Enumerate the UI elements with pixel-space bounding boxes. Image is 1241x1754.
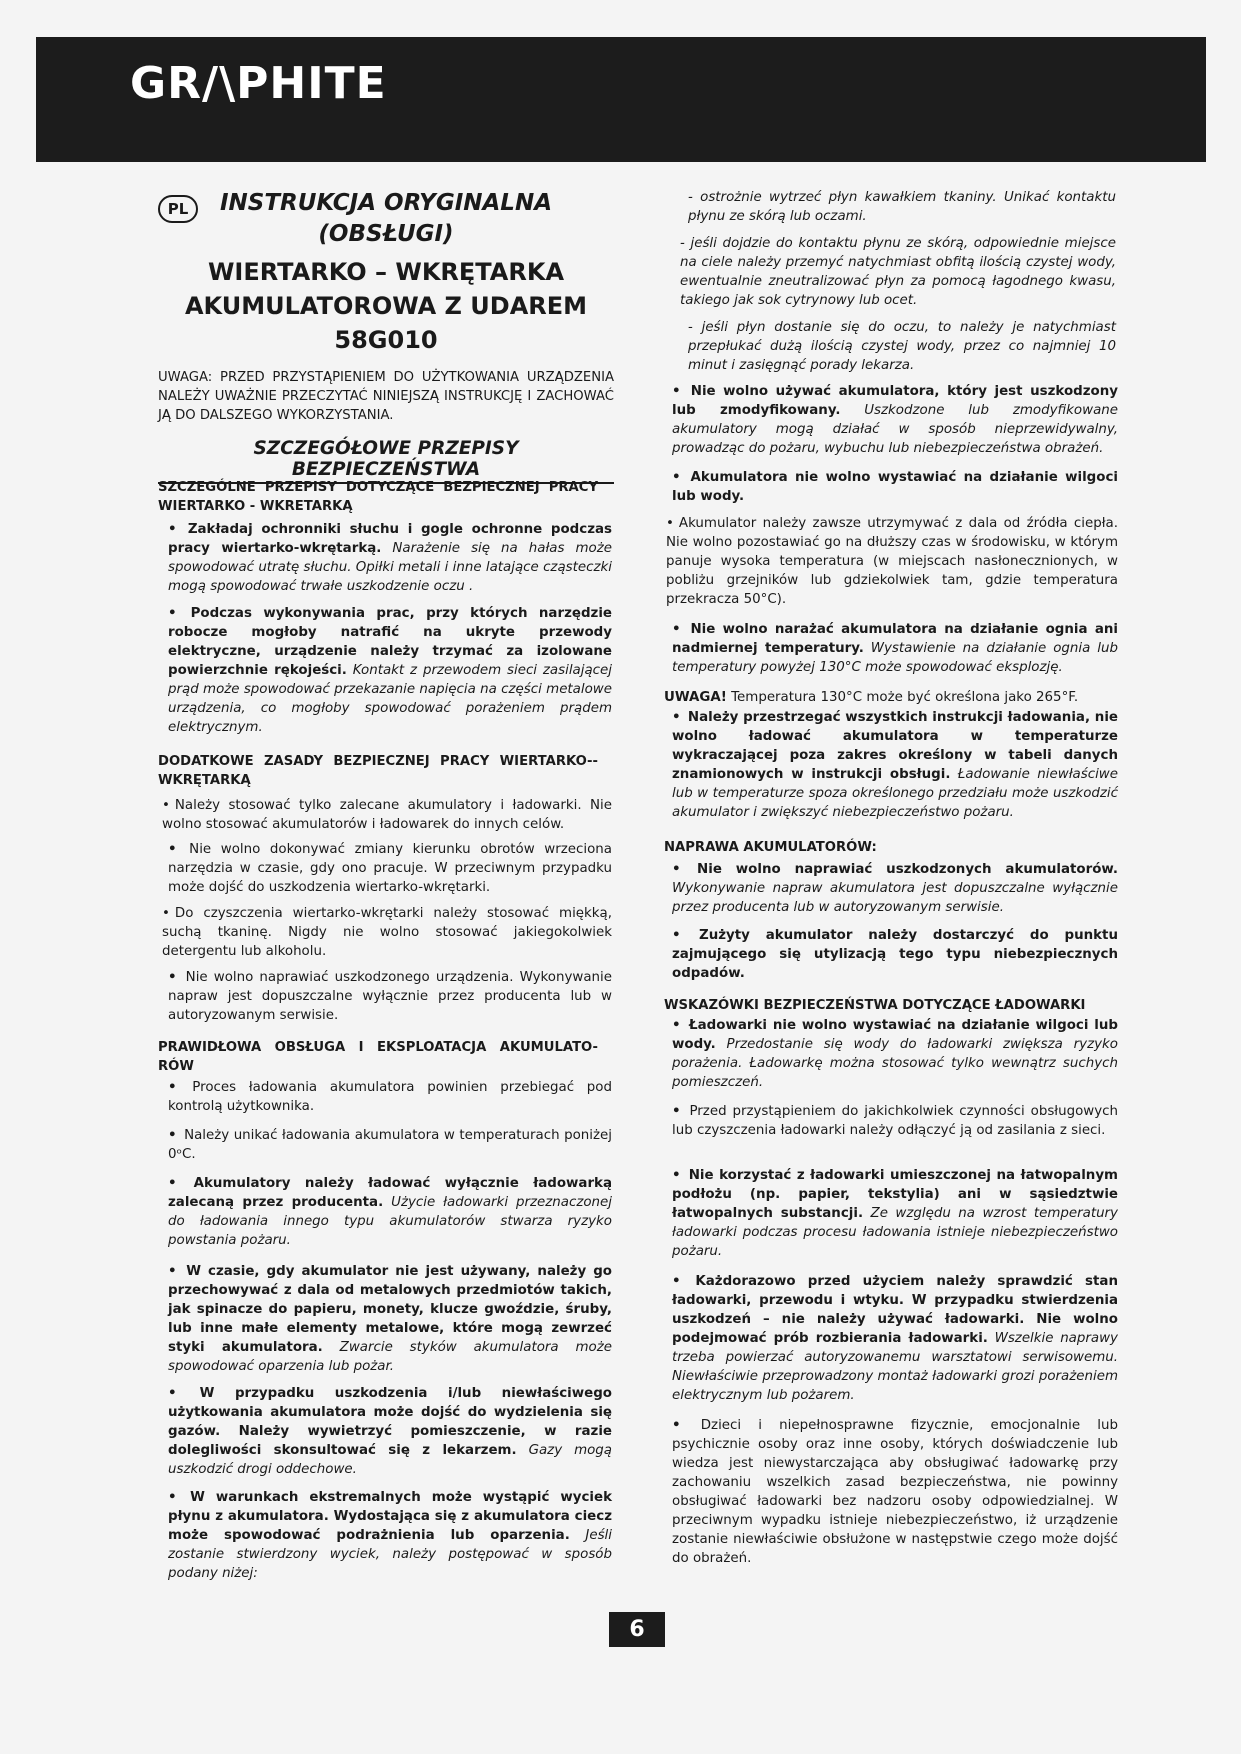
paragraph: • Do czyszczenia wiertarko-wkrętarki należy stosować miękką, suchą tkaninę. Nigdy nie wolno stosować jakiegokolwiek detergentu lub alkoholu. <box>162 906 612 959</box>
paragraph <box>168 520 612 596</box>
paragraph <box>168 1488 612 1583</box>
paragraph-bold: Nie wolno narażać akumulatora na działanie ognia ani nadmiernej temperatury. <box>672 622 1118 656</box>
dash-item-text: jeśli dojdzie do kontaktu płynu ze skórą, odpowiednie miejsce na ciele należy przemyć natychmiast obfitą ilością czystej wody, ewentualnie zneutralizować płyn za pomocą łagodnego kwasu, takiego jak sok cytrynowy lub ocet. <box>680 236 1116 308</box>
paragraph <box>672 860 1118 917</box>
paragraph-italic: Ze względu na wzrost temperatury ładowarki podczas procesu ładowania istnieje niebezpieczeństwo pożaru. <box>672 1206 1118 1259</box>
title-line-4: AKUMULATOROWA Z UDAREM <box>184 292 588 320</box>
brand-logo: GR/\PHITE <box>130 58 387 109</box>
paragraph <box>672 1416 1118 1568</box>
warning-label: UWAGA! <box>664 690 727 705</box>
paragraph-italic: Użycie ładowarki przeznaczonej do ładowania innego typu akumulatorów stwarza ryzyko powstania pożaru. <box>168 1195 613 1248</box>
paragraph-text: Akumulator należy zawsze utrzymywać z dala od źródła ciepła. Nie wolno pozostawiać go na dłuższy czas w środowisku, w którym panuje wysoka temperatura (w miejscach nasłonecznionych, w pobliżu grzejników lub gdziekolwiek tam, gdzie temperatura przekracza 50°C). <box>666 516 1118 607</box>
paragraph-bold: Ładowarki nie wolno wystawiać na działanie wilgoci lub wody. <box>672 1018 1119 1052</box>
dash-item-text: ostrożnie wytrzeć płyn kawałkiem tkaniny. Unikać kontaktu płynu ze skórą lub oczami. <box>688 190 1116 224</box>
paragraph-italic: Narażenie się na hałas może spowodować utratę słuchu. Opiłki metali i inne latające cząsteczki mogą spowodować trwałe uszkodzenie oczu . <box>168 541 612 594</box>
title-line-3: WIERTARKO – WKRĘTARKA <box>207 258 565 286</box>
paragraph-text: Proces ładowania akumulatora powinien przebiegać pod kontrolą użytkownika. <box>168 1080 612 1114</box>
paragraph-bold: Akumulatora nie wolno wystawiać na działanie wilgoci lub wody. <box>672 470 1118 504</box>
dash-item <box>680 234 1116 310</box>
dash-item-text: jeśli płyn dostanie się do oczu, to należy je natychmiast przepłukać dużą ilością czystej wody, przez co najmniej 10 minut i zasięgnąć porady lekarza. <box>688 320 1116 373</box>
paragraph: • Akumulator należy zawsze utrzymywać z dala od źródła ciepła. Nie wolno pozostawiać go na dłuższy czas w środowisku, w którym panuje wysoka temperatura (w miejscach nasłonecznionych, w pobliżu grzejników lub gdziekolwiek tam, gdzie temperatura przekracza 50°C). <box>666 516 1118 607</box>
paragraph <box>672 1166 1118 1261</box>
paragraph <box>672 1272 1118 1405</box>
heading-battery-use: PRAWIDŁOWA OBSŁUGA I EKSPLOATACJA AKUMULATO-RÓW <box>158 1040 598 1074</box>
paragraph <box>168 968 612 1025</box>
paragraph-text: Przed przystąpieniem do jakichkolwiek czynności obsługowych lub czyszczenia ładowarki należy odłączyć ją od zasilania z sieci. <box>672 1104 1119 1138</box>
paragraph-bold: Zakładaj ochronniki słuchu i gogle ochronne podczas pracy wiertarko-wkrętarką. <box>168 522 612 556</box>
paragraph-bold: Podczas wykonywania prac, przy których narzędzie robocze mogłoby natrafić na ukryte przewody elektryczne, urządzenie należy trzymać za izolowane powierzchnie rękojeści. <box>168 606 613 678</box>
dash-item <box>688 188 1116 226</box>
paragraph <box>168 1262 612 1376</box>
paragraph-bold: Nie wolno naprawiać uszkodzonych akumulatorów. <box>697 862 1118 877</box>
title-line-1: INSTRUKCJA ORYGINALNA <box>219 190 553 216</box>
paragraph <box>672 468 1118 506</box>
paragraph-italic: Jeśli zostanie stwierdzony wyciek, należy postępować w sposób podany niżej: <box>168 1528 612 1581</box>
paragraph <box>168 604 612 737</box>
paragraph-bold: W warunkach ekstremalnych może wystąpić wyciek płynu z akumulatora. Wydostająca się z akumulatora ciecz może spowodować podrażnienia lub oparzenia. <box>168 1490 612 1543</box>
paragraph-bold: Akumulatory należy ładować wyłącznie ładowarką zalecaną przez producenta. <box>168 1176 612 1210</box>
paragraph-italic: Zwarcie styków akumulatora może spowodować oparzenia lub pożar. <box>168 1340 613 1374</box>
paragraph-italic: Gazy mogą uszkodzić drogi oddechowe. <box>168 1443 613 1477</box>
paragraph <box>672 708 1118 822</box>
paragraph <box>168 1174 612 1250</box>
paragraph-bold: Nie korzystać z ładowarki umieszczonej na łatwopalnym podłożu (np. papier, tekstylia) ani w sąsiedztwie łatwopalnych substancji. <box>672 1168 1119 1221</box>
language-badge: PL <box>158 195 198 223</box>
heading-additional-rules: DODATKOWE ZASADY BEZPIECZNEJ PRACY WIERTARKO--WKRĘTARKĄ <box>158 754 598 788</box>
paragraph-italic: Przedostanie się wody do ładowarki zwiększa ryzyko porażenia. Ładowarkę można stosować tylko wewnątrz suchych pomieszczeń. <box>672 1037 1118 1090</box>
paragraph <box>664 688 1118 707</box>
paragraph <box>672 382 1118 458</box>
paragraph <box>168 840 612 897</box>
paragraph-bold: Nie wolno używać akumulatora, który jest uszkodzony lub zmodyfikowany. <box>672 384 1118 418</box>
paragraph <box>672 1102 1118 1140</box>
paragraph <box>168 1384 612 1479</box>
title-line-2: (OBSŁUGI) <box>318 221 454 247</box>
paragraph <box>168 1078 612 1116</box>
paragraph-italic: Kontakt z przewodem sieci zasilającej prąd może spowodować przekazanie napięcia na części metalowe urządzenia, co mogłoby spowodować porażeniem prądem elektrycznym. <box>168 663 612 735</box>
paragraph-bold: Zużyty akumulator należy dostarczyć do punktu zajmującego się utylizacją tego typu niebezpiecznych odpadów. <box>672 928 1118 981</box>
paragraph-bold: Należy przestrzegać wszystkich instrukcji ładowania, nie wolno ładować akumulatora w temperaturze wykraczającej poza zakres określony w tabeli danych znamionowych w instrukcji obsługi. <box>672 710 1118 782</box>
paragraph-bold: W przypadku uszkodzenia i/lub niewłaściwego użytkowania akumulatora może dojść do wydzielenia się gazów. Należy wywietrzyć pomieszczenie, w razie dolegliwości skonsultować się z lekarzem. <box>168 1386 612 1458</box>
title-block <box>158 188 614 357</box>
paragraph <box>168 1126 612 1164</box>
paragraph-italic: Wystawienie na działanie ognia lub temperatury powyżej 130°C może spowodować eksplozję. <box>672 641 1118 675</box>
paragraph <box>672 926 1118 983</box>
paragraph-bold: Każdorazowo przed użyciem należy sprawdzić stan ładowarki, przewodu i wtyku. W przypadku stwierdzenia uszkodzeń – nie należy używać ładowarki. Nie wolno podejmować prób rozbierania ładowarki. <box>672 1274 1118 1346</box>
paragraph-text: Należy stosować tylko zalecane akumulatory i ładowarki. Nie wolno stosować akumulatorów i ładowarek do innych celów. <box>162 798 612 832</box>
paragraph-italic: Wykonywanie napraw akumulatora jest dopuszczalne wyłącznie przez producenta lub w autoryzowanym serwisie. <box>672 881 1118 915</box>
paragraph-italic: Uszkodzone lub zmodyfikowane akumulatory mogą działać w sposób nieprzewidywalny, prowadząc do pożaru, wybuchu lub niebezpieczeństwa obrażeń. <box>672 403 1118 456</box>
page-number: 6 <box>609 1612 665 1647</box>
paragraph: • Należy stosować tylko zalecane akumulatory i ładowarki. Nie wolno stosować akumulatorów i ładowarek do innych celów. <box>162 798 612 832</box>
paragraph <box>672 620 1118 677</box>
model-number: 58G010 <box>334 326 438 354</box>
paragraph-italic: Ładowanie niewłaściwe lub w temperaturze spoza określonego przedziału może uszkodzić akumulator i zwiększyć niebezpieczeństwo pożaru. <box>672 767 1119 820</box>
heading-special-rules: SZCZEGÓLNE PRZEPISY DOTYCZĄCE BEZPIECZNEJ PRACY WIERTARKO - WKRETARKĄ <box>158 480 598 514</box>
paragraph-text: Nie wolno naprawiać uszkodzonego urządzenia. Wykonywanie napraw jest dopuszczalne wyłącznie przez producenta lub w autoryzowanym serwisie. <box>168 970 613 1023</box>
paragraph <box>672 1016 1118 1092</box>
paragraph-text: Należy unikać ładowania akumulatora w temperaturach poniżej 0ᵒC. <box>168 1128 612 1162</box>
dash-item <box>688 318 1116 375</box>
heading-charger-safety: WSKAZÓWKI BEZPIECZEŃSTWA DOTYCZĄCE ŁADOWARKI <box>664 998 1086 1013</box>
section-heading: SZCZEGÓŁOWE PRZEPISY BEZPIECZEŃSTWA <box>158 438 614 484</box>
warning-notice: UWAGA: PRZED PRZYSTĄPIENIEM DO UŻYTKOWANIA URZĄDZENIA NALEŻY UWAŻNIE PRZECZYTAĆ NINIEJSZĄ INSTRUKCJĘ I ZACHOWAĆ JĄ DO DALSZEGO WYKORZYSTANIA. <box>158 370 614 423</box>
paragraph-bold: W czasie, gdy akumulator nie jest używany, należy go przechowywać z dala od metalowych przedmiotów takich, jak spinacze do papieru, monety, klucze gwoździe, śruby, lub inne małe elementy metalowe, które mogą zewrzeć styki akumulatora. <box>168 1264 612 1355</box>
paragraph-text: Do czyszczenia wiertarko-wkrętarki należy stosować miękką, suchą tkaninę. Nigdy nie wolno stosować jakiegokolwiek detergentu lub alkoholu. <box>162 906 612 959</box>
paragraph-text: Nie wolno dokonywać zmiany kierunku obrotów wrzeciona narzędzia w czasie, gdy ono pracuje. W przeciwnym przypadku może dojść do uszkodzenia wiertarko-wkrętarki. <box>168 842 612 895</box>
paragraph-text: Temperatura 130°C może być określona jako 265°F. <box>726 690 1079 705</box>
paragraph-text: Dzieci i niepełnosprawne fizycznie, emocjonalnie lub psychicznie osoby oraz inne osoby, których doświadczenie lub wiedza jest niewystarczająca aby obsługiwać ładowarkę przy zachowaniu wszelkich zasad bezpieczeństwa, nie powinny obsługiwać ładowarki bez nadzoru osoby odpowiedzialnej. W przeciwnym wypadku istnieje niebezpieczeństwo, iż urządzenie zostanie niewłaściwie obsłużone w następstwie czego może dojść do obrażeń. <box>672 1418 1118 1566</box>
paragraph-italic: Wszelkie naprawy trzeba powierzać autoryzowanemu warsztatowi serwisowemu. Niewłaściwie przeprowadzony montaż ładowarki grozi porażeniem elektrycznym lub pożarem. <box>672 1331 1118 1403</box>
heading-battery-repair: NAPRAWA AKUMULATORÓW: <box>664 840 877 855</box>
